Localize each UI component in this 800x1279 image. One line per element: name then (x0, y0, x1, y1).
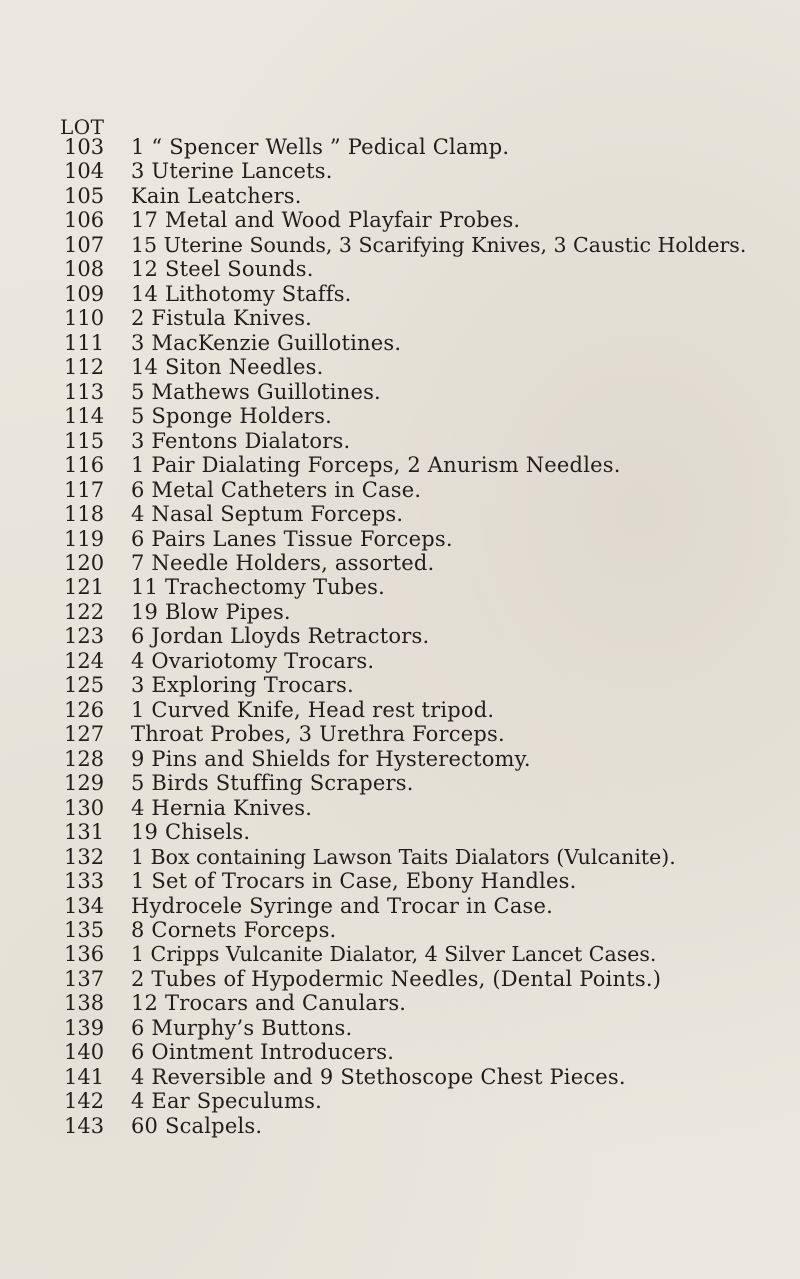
lot-row (0, 208, 800, 232)
lot-number: 133 (64, 869, 105, 894)
lot-description: 2 Fistula Knives. (131, 306, 313, 331)
lot-number: 116 (64, 453, 105, 478)
lot-description: Throat Probes, 3 Urethra Forceps. (131, 722, 505, 747)
lot-description: Kain Leatchers. (131, 183, 302, 208)
lot-number: 138 (64, 991, 105, 1016)
lot-row (0, 894, 800, 918)
lot-number: 143 (64, 1113, 105, 1138)
lot-row (0, 796, 800, 820)
lot-row (0, 771, 800, 795)
lot-number: 123 (64, 624, 105, 649)
lot-number: 117 (64, 477, 105, 502)
lot-number: 129 (64, 771, 105, 796)
lot-number: 128 (64, 746, 105, 771)
lot-description: 5 Sponge Holders. (131, 404, 333, 429)
lot-description: 15 Uterine Sounds, 3 Scarifying Knives, 3 Caustic Holders. (131, 232, 747, 257)
lot-row (0, 967, 800, 991)
lot-number: 126 (64, 697, 105, 722)
lot-description: 14 Lithotomy Staffs. (131, 281, 352, 306)
lot-number: 130 (64, 795, 105, 820)
lot-row (0, 1065, 800, 1089)
lot-number: 113 (64, 379, 105, 404)
lot-number: 104 (64, 159, 105, 184)
lot-row (0, 404, 800, 428)
lot-row (0, 478, 800, 502)
lot-number: 137 (64, 966, 105, 991)
lot-list (0, 135, 800, 1138)
lot-row (0, 282, 800, 306)
lot-row (0, 673, 800, 697)
lot-description: 12 Trocars and Canulars. (131, 991, 407, 1016)
lot-description: 19 Blow Pipes. (131, 599, 291, 624)
lot-description: 8 Cornets Forceps. (131, 918, 337, 942)
lot-number: 110 (64, 306, 105, 331)
lot-row (0, 257, 800, 281)
lot-number: 124 (64, 648, 105, 673)
lot-row (0, 135, 800, 159)
lot-row (0, 820, 800, 844)
lot-number: 136 (64, 942, 105, 967)
lot-description: 11 Trachectomy Tubes. (131, 575, 386, 600)
lot-row (0, 1089, 800, 1113)
lot-description: 4 Hernia Knives. (131, 795, 313, 820)
lot-number: 134 (64, 893, 105, 918)
lot-description: 3 Fentons Dialators. (131, 428, 351, 453)
lot-row (0, 1016, 800, 1040)
lot-description: 5 Birds Stuffing Scrapers. (131, 771, 414, 796)
lot-number: 115 (64, 428, 105, 453)
lot-row (0, 869, 800, 893)
lot-row (0, 747, 800, 771)
lot-row (0, 453, 800, 477)
lot-description: 1 Pair Dialating Forceps, 2 Anurism Needles. (131, 453, 621, 478)
lot-number: 107 (64, 232, 105, 257)
lot-description: 6 Jordan Lloyds Retractors. (131, 624, 430, 649)
lot-description: 3 Uterine Lancets. (131, 159, 333, 184)
lot-row (0, 600, 800, 624)
lot-number: 121 (64, 575, 105, 600)
lot-number: 108 (64, 257, 105, 282)
lot-description: 3 MacKenzie Guillotines. (131, 330, 402, 355)
lot-number: 120 (64, 550, 105, 575)
lot-description: 5 Mathews Guillotines. (131, 379, 381, 404)
lot-row (0, 624, 800, 648)
lot-description: 6 Pairs Lanes Tissue Forceps. (131, 526, 453, 551)
lot-row (0, 942, 800, 966)
lot-row (0, 184, 800, 208)
lot-description: 1 Cripps Vulcanite Dialator, 4 Silver Lancet Cases. (131, 942, 657, 967)
lot-number: 119 (64, 526, 105, 551)
lot-description: 1 Curved Knife, Head rest tripod. (131, 697, 495, 722)
lot-description: 4 Ovariotomy Trocars. (131, 648, 375, 673)
lot-description: 14 Siton Needles. (131, 355, 324, 380)
lot-row (0, 527, 800, 551)
lot-row (0, 698, 800, 722)
lot-row (0, 649, 800, 673)
lot-description: 3 Exploring Trocars. (131, 673, 354, 698)
lot-row (0, 380, 800, 404)
lot-number: 125 (64, 673, 105, 698)
lot-row (0, 918, 800, 942)
lot-description: Hydrocele Syringe and Trocar in Case. (131, 893, 554, 918)
lot-number: 131 (64, 820, 105, 845)
lot-description: 1 “ Spencer Wells ” Pedical Clamp. (131, 135, 510, 159)
lot-description: 1 Box containing Lawson Taits Dialators (Vulcanite). (131, 844, 676, 869)
lot-number: 141 (64, 1064, 105, 1089)
lot-number: 132 (64, 844, 105, 869)
lot-number: 106 (64, 208, 105, 233)
lot-description: 17 Metal and Wood Playfair Probes. (131, 208, 521, 233)
lot-row (0, 233, 800, 257)
lot-number: 111 (64, 330, 105, 355)
lot-number: 103 (64, 135, 105, 159)
lot-description: 6 Metal Catheters in Case. (131, 477, 422, 502)
lot-row (0, 306, 800, 330)
lot-description: 60 Scalpels. (131, 1113, 263, 1138)
lot-row (0, 355, 800, 379)
lot-number: 118 (64, 502, 105, 527)
lot-row (0, 1114, 800, 1138)
lot-description: 4 Nasal Septum Forceps. (131, 502, 404, 527)
lot-number: 112 (64, 355, 105, 380)
lot-description: 4 Reversible and 9 Stethoscope Chest Pieces. (131, 1064, 626, 1089)
lot-row (0, 159, 800, 183)
lot-number: 122 (64, 599, 105, 624)
lot-number: 109 (64, 281, 105, 306)
lot-number: 140 (64, 1040, 105, 1065)
lot-row (0, 991, 800, 1015)
lot-description: 6 Ointment Introducers. (131, 1040, 395, 1065)
lot-number: 127 (64, 722, 105, 747)
lot-number: 139 (64, 1015, 105, 1040)
lot-row (0, 502, 800, 526)
lot-description: 4 Ear Speculums. (131, 1089, 322, 1114)
lot-description: 9 Pins and Shields for Hysterectomy. (131, 746, 531, 771)
lot-description: 19 Chisels. (131, 820, 251, 845)
lot-number: 142 (64, 1089, 105, 1114)
lot-row (0, 575, 800, 599)
lot-description: 7 Needle Holders, assorted. (131, 550, 435, 575)
lot-row (0, 551, 800, 575)
lot-description: 1 Set of Trocars in Case, Ebony Handles. (131, 869, 577, 894)
lot-description: 12 Steel Sounds. (131, 257, 314, 282)
lot-column-header: LOT (60, 115, 105, 139)
lot-number: 135 (64, 918, 105, 942)
lot-row (0, 1040, 800, 1064)
lot-number: 105 (64, 183, 105, 208)
lot-row (0, 722, 800, 746)
lot-row (0, 429, 800, 453)
lot-row (0, 331, 800, 355)
lot-description: 2 Tubes of Hypodermic Needles, (Dental Points.) (131, 966, 662, 991)
lot-number: 114 (64, 404, 105, 429)
lot-row (0, 845, 800, 869)
lot-description: 6 Murphy’s Buttons. (131, 1015, 353, 1040)
